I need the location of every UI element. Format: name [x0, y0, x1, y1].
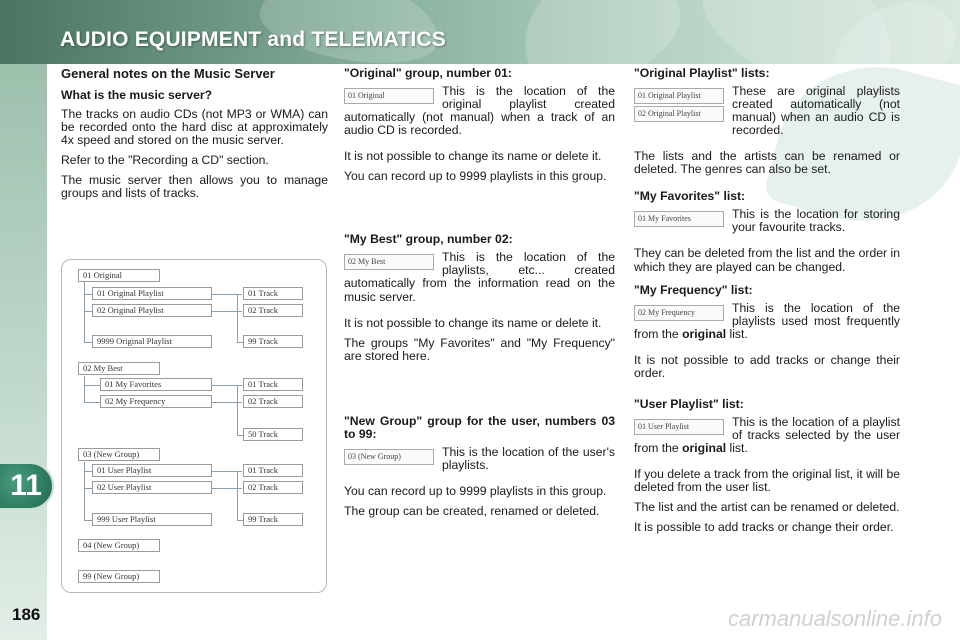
text: list. — [726, 440, 748, 455]
screen-label-chip: 01 Original Playlist — [634, 88, 724, 104]
tree-node-track: 01 Track — [243, 464, 303, 477]
section-my-frequency — [634, 284, 900, 380]
tree-node-playlist: 02 My Frequency — [100, 395, 212, 408]
paragraph: It is not possible to change its name or delete it. — [344, 149, 602, 164]
chapter-number: 11 — [10, 469, 42, 502]
screen-label-chip: 01 Original — [344, 88, 434, 104]
entry — [344, 446, 615, 479]
paragraph: This is the location of the playlists, etc... created automatically from the information read on the music server. — [344, 251, 615, 304]
tree-node-track: 02 Track — [243, 481, 303, 494]
paragraph: Refer to the "Recording a CD" section. — [61, 153, 269, 168]
paragraph: The lists and the artists can be renamed or deleted. The genres can also be set. — [634, 149, 900, 177]
left-sidebar — [0, 64, 47, 640]
tree-node-track: 99 Track — [243, 513, 303, 526]
tree-connector — [84, 376, 85, 402]
section-original-playlist — [634, 67, 900, 176]
tree-node-group: 01 Original — [78, 269, 160, 282]
paragraph: This is the location for storing your favourite tracks. — [732, 208, 900, 235]
text: This is the location of a playlist of tracks selected by the user from the — [634, 415, 900, 455]
paragraph: These are original playlists created automatically (not manual) when an audio CD is recorded. — [732, 85, 900, 138]
section-user-playlist — [634, 398, 900, 534]
page-number: 186 — [12, 605, 41, 624]
tree-node-track: 02 Track — [243, 395, 303, 408]
paragraph: They can be deleted from the list and the order in which they are played can be changed. — [634, 246, 900, 274]
tree-node-track: 01 Track — [243, 287, 303, 300]
tree-node-group: 99 (New Group) — [78, 570, 160, 583]
section-heading: General notes on the Music Server — [61, 66, 275, 81]
column-groups — [344, 67, 615, 525]
tree-connector — [84, 402, 100, 403]
paragraph: The groups "My Favorites" and "My Frequency" are stored here. — [344, 335, 615, 363]
column-general-notes — [61, 67, 328, 207]
tree-node-playlist: 01 Original Playlist — [92, 287, 212, 300]
bold-text: original — [682, 440, 727, 455]
subheading: What is the music server? — [61, 87, 213, 102]
paragraph: This is the location of the original playlist created automatically (not manual) when a track of an audio CD is recorded. — [344, 85, 615, 138]
paragraph: The tracks on audio CDs (not MP3 or WMA) can be recorded onto the hard disc at approximately 4x speed and stored on the music server. — [61, 106, 328, 148]
entry — [634, 302, 900, 348]
screen-label-chip: 03 (New Group) — [344, 449, 434, 465]
entry — [634, 208, 900, 241]
paragraph: The group can be created, renamed or deleted. — [344, 503, 600, 518]
entry — [344, 85, 615, 144]
paragraph: You can record up to 9999 playlists in this group. — [344, 483, 607, 498]
tree-node-track: 99 Track — [243, 335, 303, 348]
tree-connector — [84, 520, 92, 521]
paragraph: If you delete a track from the original list, it will be deleted from the user list. — [634, 467, 900, 495]
page-title: AUDIO EQUIPMENT and TELEMATICS — [60, 28, 446, 51]
tree-connector — [237, 385, 238, 435]
section-new-group — [344, 415, 615, 518]
section-heading: "My Frequency" list: — [634, 282, 753, 297]
tree-node-track: 50 Track — [243, 428, 303, 441]
tree-node-playlist: 01 My Favorites — [100, 378, 212, 391]
section-heading: "My Favorites" list: — [634, 189, 746, 204]
screen-label-chip: 02 My Best — [344, 254, 434, 270]
entry — [634, 416, 900, 462]
tree-connector — [84, 471, 92, 472]
tree-node-playlist: 02 Original Playlist — [92, 304, 212, 317]
tree-node-playlist: 02 User Playlist — [92, 481, 212, 494]
entry — [344, 251, 615, 310]
screen-label-chip: 01 User Playlist — [634, 419, 724, 435]
paragraph: You can record up to 9999 playlists in this group. — [344, 169, 607, 184]
text: This is the location of the playlists used most frequently from the — [634, 301, 900, 341]
screen-label-chip: 01 My Favorites — [634, 211, 724, 227]
tree-connector — [84, 311, 92, 312]
paragraph: It is not possible to change its name or delete it. — [344, 315, 602, 330]
tree-node-group: 02 My Best — [78, 362, 160, 375]
tree-node-playlist: 01 User Playlist — [92, 464, 212, 477]
section-my-favorites — [634, 190, 900, 273]
chapter-badge — [0, 462, 54, 510]
tree-connector — [84, 488, 92, 489]
tree-connector — [84, 385, 100, 386]
tree-connector — [237, 471, 238, 520]
screen-label-chip: 02 My Frequency — [634, 305, 724, 321]
tree-node-track: 01 Track — [243, 378, 303, 391]
watermark: carmanualsonline.info — [727, 606, 942, 631]
section-heading: "Original" group, number 01: — [344, 66, 512, 80]
paragraph: This is the location of the user's playlists. — [442, 445, 615, 472]
bold-text: original — [682, 326, 727, 341]
tree-connector — [84, 294, 92, 295]
screen-label-stack — [634, 88, 724, 124]
section-heading: "New Group" group for the user, numbers 03 to 99: — [344, 413, 615, 441]
tree-connector — [84, 282, 85, 342]
tree-node-group: 04 (New Group) — [78, 539, 160, 552]
paragraph: The music server then allows you to manage groups and lists of tracks. — [61, 173, 328, 201]
tree-connector — [84, 342, 92, 343]
screen-label-chip: 02 Original Playlist — [634, 106, 724, 122]
section-original-group — [344, 67, 615, 183]
column-lists — [634, 67, 900, 541]
section-heading: "User Playlist" list: — [634, 396, 744, 411]
section-heading: "Original Playlist" lists: — [634, 66, 770, 80]
entry — [634, 85, 900, 144]
paragraph: It is possible to add tracks or change their order. — [634, 520, 894, 535]
paragraph: It is not possible to add tracks or change their order. — [634, 352, 900, 380]
music-server-tree-diagram — [61, 259, 327, 593]
tree-node-playlist: 999 User Playlist — [92, 513, 212, 526]
paragraph: The list and the artist can be renamed or deleted. — [634, 500, 900, 515]
tree-node-group: 03 (New Group) — [78, 448, 160, 461]
leaf-decoration — [506, 0, 694, 64]
section-my-best-group — [344, 233, 615, 362]
text: list. — [726, 326, 748, 341]
section-heading: "My Best" group, number 02: — [344, 232, 513, 247]
tree-node-playlist: 9999 Original Playlist — [92, 335, 212, 348]
tree-connector — [237, 294, 238, 342]
tree-node-track: 02 Track — [243, 304, 303, 317]
